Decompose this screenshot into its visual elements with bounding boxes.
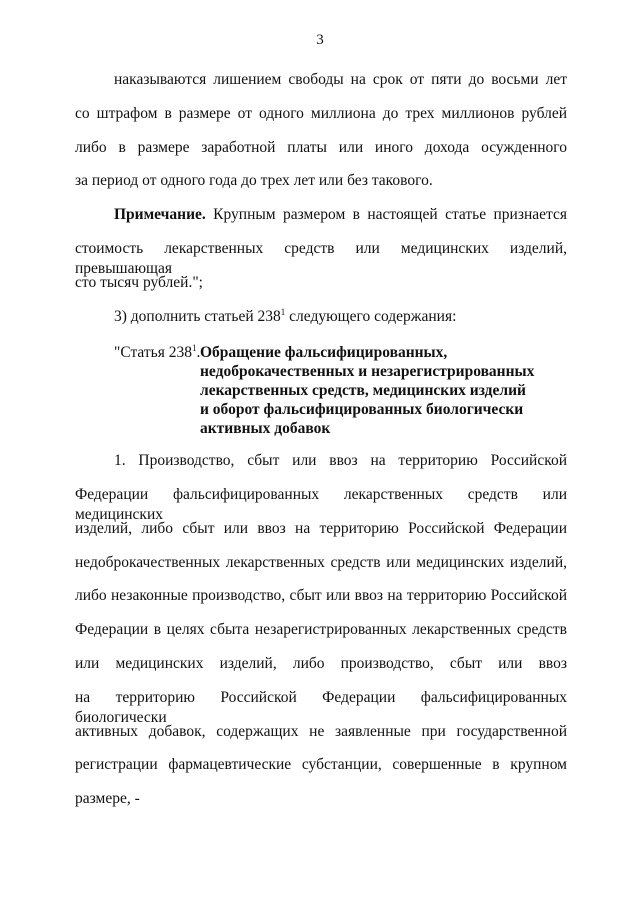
note-text: Крупным размером в настоящей статье признается bbox=[205, 206, 567, 223]
text-line: Федерации в целях сбыта незарегистрированных лекарственных средств bbox=[75, 621, 567, 638]
note-line: стоимость лекарственных средств или медицинских изделий, превышающая bbox=[75, 240, 567, 277]
article-title-line: недоброкачественных и незарегистрированных bbox=[200, 363, 535, 380]
text-line: активных добавок, содержащих не заявленные при государственной bbox=[75, 723, 567, 740]
text-line: или медицинских изделий, либо производство, сбыт или ввоз bbox=[75, 655, 567, 672]
text-line: наказываются лишением свободы на срок от пяти до восьми лет bbox=[114, 71, 567, 88]
text-line: либо в размере заработной платы или иного дохода осужденного bbox=[75, 139, 567, 156]
text-line: Федерации фальсифицированных лекарственных средств или медицинских bbox=[75, 486, 567, 523]
text-line: на территорию Российской Федерации фальсифицированных биологически bbox=[75, 689, 567, 726]
text-line: регистрации фармацевтические субстанции, совершенные в крупном bbox=[75, 756, 567, 773]
article-title-line: и оборот фальсифицированных биологически bbox=[200, 401, 524, 418]
note-label: Примечание. bbox=[114, 206, 206, 223]
page-number: 3 bbox=[316, 32, 324, 48]
note-line: сто тысяч рублей."; bbox=[75, 274, 203, 291]
text-line: недоброкачественных лекарственных средств или медицинских изделий, bbox=[75, 554, 567, 571]
article-title-line: активных добавок bbox=[200, 420, 331, 437]
text-line: 1. Производство, сбыт или ввоз на территорию Российской bbox=[114, 452, 567, 469]
note-line bbox=[114, 205, 567, 225]
text-line: размере, - bbox=[75, 790, 140, 807]
text-line: изделий, либо сбыт или ввоз на территорию Российской Федерации bbox=[75, 520, 567, 537]
article-title-line: лекарственных средств, медицинских изделий bbox=[200, 382, 526, 399]
article-number: "Статья $238^1$. bbox=[114, 342, 201, 361]
amendment-item: 3) дополнить статьей $238^1$ следующего содержания: bbox=[114, 306, 457, 325]
text-line: за период от одного года до трех лет или без такового. bbox=[75, 172, 433, 189]
text-line: либо незаконные производство, сбыт или ввоз на территорию Российской bbox=[75, 587, 567, 604]
article-title-line: Обращение фальсифицированных, bbox=[200, 344, 448, 361]
text-line: со штрафом в размере от одного миллиона до трех миллионов рублей bbox=[75, 105, 567, 122]
